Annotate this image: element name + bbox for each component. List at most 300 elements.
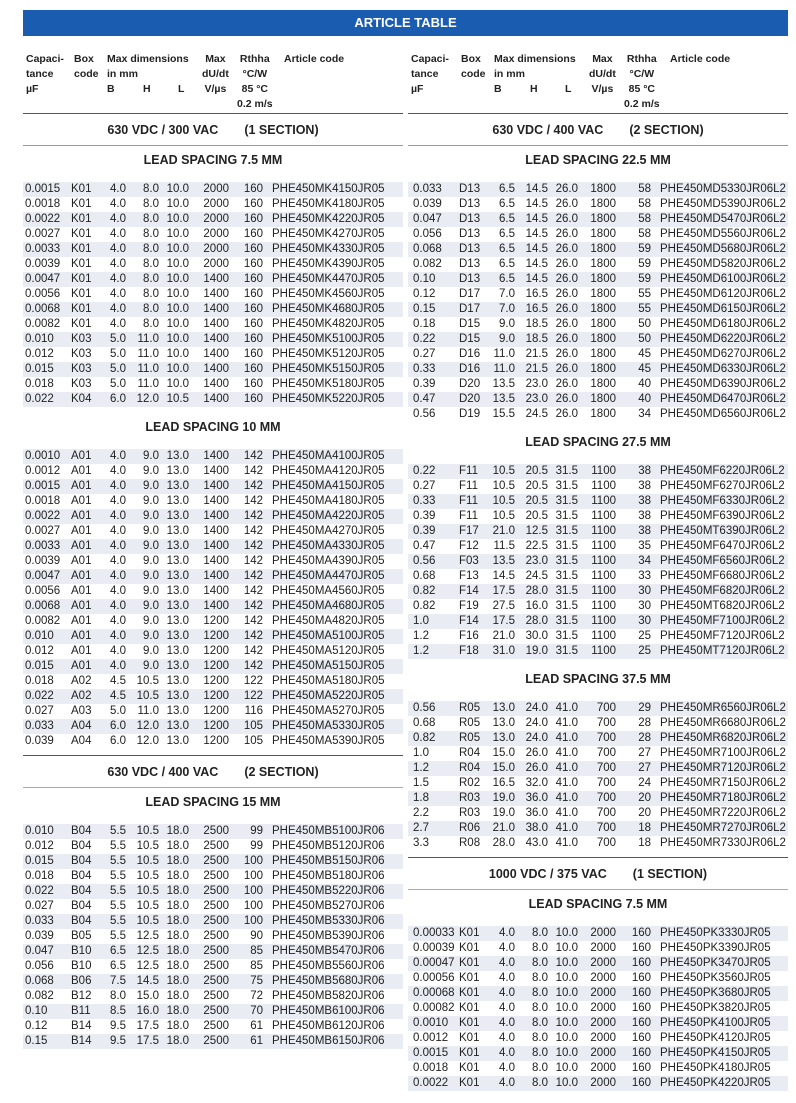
cell-max-dudt: 2500 (203, 855, 229, 867)
cell-article-code: PHE450MD5330JR06L2 (660, 183, 786, 195)
cell-capacitance: 0.056 (25, 960, 54, 972)
cell-dim-b: 15.0 (492, 762, 515, 774)
cell-capacitance: 0.82 (413, 585, 436, 597)
cell-article-code: PHE450MA5150JR05 (272, 660, 385, 672)
cell-dim-b: 9.5 (110, 1035, 126, 1047)
cell-rthha: 160 (243, 243, 263, 255)
table-row (408, 524, 788, 539)
cell-box-code: K03 (71, 348, 92, 360)
table-row (408, 272, 788, 287)
cell-box-code: A04 (71, 735, 92, 747)
cell-dim-h: 10.5 (136, 870, 159, 882)
cell-article-code: PHE450MB5820JR06 (272, 990, 385, 1002)
cell-dim-l: 10.0 (166, 198, 189, 210)
cell-capacitance: 0.047 (413, 213, 442, 225)
cell-box-code: F11 (459, 510, 478, 522)
cell-rthha: 33 (638, 570, 651, 582)
cell-capacitance: 0.0047 (25, 273, 61, 285)
cell-box-code: B10 (71, 945, 92, 957)
cell-rthha: 142 (243, 630, 263, 642)
cell-dim-l: 26.0 (555, 348, 578, 360)
cell-dim-l: 13.0 (166, 495, 189, 507)
cell-dim-h: 12.0 (136, 720, 159, 732)
cell-dim-b: 13.0 (492, 702, 515, 714)
table-row (408, 197, 788, 212)
header-article-code: Article code (670, 53, 731, 65)
table-row (23, 464, 403, 479)
cell-max-dudt: 1800 (590, 213, 616, 225)
lead-spacing-heading: LEAD SPACING 7.5 MM (143, 153, 283, 167)
table-row (408, 806, 788, 821)
cell-dim-h: 11.0 (137, 363, 159, 375)
cell-rthha: 160 (631, 1002, 651, 1014)
cell-rthha: 28 (638, 717, 651, 729)
cell-rthha: 38 (638, 480, 651, 492)
cell-article-code: PHE450MA4220JR05 (272, 510, 385, 522)
cell-dim-h: 12.5 (136, 945, 159, 957)
cell-box-code: B04 (71, 870, 92, 882)
cell-rthha: 160 (631, 927, 651, 939)
cell-dim-h: 16.0 (525, 600, 548, 612)
cell-box-code: A01 (71, 570, 92, 582)
cell-max-dudt: 2500 (203, 960, 229, 972)
cell-rthha: 160 (243, 393, 263, 405)
cell-rthha: 75 (250, 975, 263, 987)
cell-box-code: R05 (459, 702, 481, 714)
cell-dim-h: 8.0 (532, 957, 548, 969)
cell-dim-l: 26.0 (555, 273, 578, 285)
cell-article-code: PHE450MF6270JR06L2 (660, 480, 785, 492)
left-column-content (23, 113, 403, 1049)
cell-dim-l: 10.0 (555, 972, 578, 984)
section-note: (1 SECTION) (244, 123, 319, 137)
lead-spacing-heading: LEAD SPACING 15 MM (145, 795, 281, 809)
cell-max-dudt: 2500 (203, 930, 229, 942)
cell-max-dudt: 2500 (203, 945, 229, 957)
cell-max-dudt: 1400 (203, 495, 229, 507)
table-row (23, 272, 403, 287)
cell-article-code: PHE450MA4470JR05 (272, 570, 385, 582)
cell-article-code: PHE450MT6820JR06L2 (660, 600, 785, 612)
cell-dim-l: 26.0 (555, 393, 578, 405)
cell-box-code: B04 (71, 840, 92, 852)
cell-dim-b: 6.5 (499, 198, 515, 210)
spec-table (408, 701, 788, 851)
cell-max-dudt: 1800 (590, 288, 616, 300)
cell-dim-h: 21.5 (525, 363, 548, 375)
cell-dim-b: 10.5 (492, 480, 515, 492)
cell-dim-b: 4.0 (499, 1047, 515, 1059)
cell-capacitance: 0.0018 (25, 198, 61, 210)
cell-dim-b: 6.0 (110, 720, 126, 732)
cell-dim-b: 4.0 (499, 1017, 515, 1029)
table-row (23, 929, 403, 944)
cell-rthha: 25 (638, 630, 651, 642)
cell-dim-l: 18.0 (166, 1005, 189, 1017)
cell-article-code: PHE450MK5180JR05 (272, 378, 385, 390)
cell-capacitance: 0.0027 (25, 228, 61, 240)
cell-dim-b: 19.0 (492, 792, 515, 804)
cell-rthha: 55 (638, 288, 651, 300)
cell-capacitance: 0.0010 (25, 450, 61, 462)
cell-capacitance: 0.0012 (413, 1032, 449, 1044)
cell-article-code: PHE450MK4330JR05 (272, 243, 385, 255)
cell-dim-h: 11.0 (137, 705, 159, 717)
cell-box-code: D13 (459, 273, 481, 285)
table-row (23, 914, 403, 929)
cell-article-code: PHE450MK4820JR05 (272, 318, 385, 330)
cell-article-code: PHE450MB5270JR06 (272, 900, 385, 912)
cell-box-code: D20 (459, 393, 481, 405)
cell-dim-b: 5.5 (110, 825, 126, 837)
cell-dim-b: 4.0 (110, 273, 126, 285)
table-row (408, 407, 788, 422)
table-row (408, 1001, 788, 1016)
cell-rthha: 142 (243, 450, 263, 462)
cell-dim-b: 15.0 (492, 747, 515, 759)
cell-dim-b: 5.5 (110, 885, 126, 897)
cell-dim-b: 4.0 (499, 1032, 515, 1044)
cell-rthha: 59 (638, 273, 651, 285)
cell-article-code: PHE450MK4560JR05 (272, 288, 385, 300)
cell-dim-h: 8.0 (532, 942, 548, 954)
table-row (23, 854, 403, 869)
header-rthha: Rthha °C/W 85 °C 0.2 m/s (237, 53, 273, 110)
cell-dim-h: 9.0 (143, 540, 159, 552)
cell-box-code: D13 (459, 198, 481, 210)
cell-dim-b: 4.5 (110, 675, 126, 687)
cell-box-code: K01 (459, 957, 480, 969)
cell-box-code: B04 (71, 825, 92, 837)
cell-capacitance: 0.68 (413, 717, 436, 729)
cell-capacitance: 0.27 (413, 480, 436, 492)
lead-spacing-heading: LEAD SPACING 27.5 MM (525, 435, 671, 449)
cell-dim-b: 13.5 (492, 378, 515, 390)
cell-capacitance: 0.047 (25, 945, 54, 957)
cell-rthha: 30 (638, 615, 651, 627)
cell-box-code: R08 (459, 837, 481, 849)
cell-article-code: PHE450PK4100JR05 (660, 1017, 771, 1029)
cell-article-code: PHE450MD6150JR06L2 (660, 303, 786, 315)
cell-dim-l: 18.0 (166, 990, 189, 1002)
cell-article-code: PHE450PK4220JR05 (660, 1077, 771, 1089)
cell-dim-b: 27.5 (492, 600, 515, 612)
cell-max-dudt: 700 (596, 807, 616, 819)
cell-capacitance: 0.039 (25, 735, 54, 747)
cell-article-code: PHE450MB6100JR06 (272, 1005, 385, 1017)
cell-rthha: 142 (243, 465, 263, 477)
cell-capacitance: 0.10 (413, 273, 436, 285)
cell-dim-l: 26.0 (555, 198, 578, 210)
cell-dim-l: 13.0 (166, 735, 189, 747)
cell-max-dudt: 1800 (590, 333, 616, 345)
table-row (408, 821, 788, 836)
cell-dim-l: 18.0 (166, 930, 189, 942)
cell-dim-h: 8.0 (143, 228, 159, 240)
cell-article-code: PHE450MA4180JR05 (272, 495, 385, 507)
cell-dim-l: 10.0 (166, 228, 189, 240)
cell-max-dudt: 1100 (591, 495, 616, 507)
cell-dim-b: 5.5 (110, 900, 126, 912)
table-row (408, 332, 788, 347)
cell-dim-h: 12.0 (136, 735, 159, 747)
cell-article-code: PHE450MR6820JR06L2 (660, 732, 786, 744)
cell-capacitance: 0.0033 (25, 540, 61, 552)
spec-table (408, 464, 788, 659)
cell-rthha: 25 (638, 645, 651, 657)
cell-box-code: D13 (459, 243, 481, 255)
cell-max-dudt: 1200 (203, 735, 229, 747)
table-row (23, 302, 403, 317)
cell-dim-b: 4.0 (110, 450, 126, 462)
cell-article-code: PHE450MB6150JR06 (272, 1035, 385, 1047)
cell-rthha: 70 (250, 1005, 263, 1017)
cell-dim-h: 43.0 (525, 837, 548, 849)
table-row (408, 494, 788, 509)
cell-capacitance: 0.0039 (25, 258, 61, 270)
cell-dim-h: 14.5 (525, 213, 548, 225)
cell-rthha: 142 (243, 540, 263, 552)
table-row (408, 701, 788, 716)
table-row (408, 302, 788, 317)
cell-box-code: R04 (459, 762, 481, 774)
cell-dim-l: 10.0 (166, 243, 189, 255)
cell-box-code: F19 (459, 600, 479, 612)
cell-dim-b: 19.0 (492, 807, 515, 819)
cell-box-code: K01 (71, 198, 92, 210)
cell-article-code: PHE450PK3680JR05 (660, 987, 771, 999)
cell-dim-l: 13.0 (166, 645, 189, 657)
cell-dim-b: 17.5 (492, 615, 515, 627)
cell-rthha: 40 (638, 393, 651, 405)
cell-dim-l: 10.0 (555, 942, 578, 954)
cell-rthha: 40 (638, 378, 651, 390)
cell-box-code: K01 (71, 273, 92, 285)
cell-capacitance: 0.012 (25, 348, 54, 360)
cell-dim-l: 10.0 (555, 957, 578, 969)
cell-article-code: PHE450MA4270JR05 (272, 525, 385, 537)
cell-dim-h: 16.5 (525, 288, 548, 300)
cell-dim-h: 14.5 (525, 258, 548, 270)
table-row (23, 317, 403, 332)
cell-dim-h: 12.5 (136, 930, 159, 942)
cell-max-dudt: 1800 (590, 393, 616, 405)
cell-dim-h: 14.5 (525, 183, 548, 195)
cell-dim-l: 26.0 (555, 243, 578, 255)
cell-dim-h: 11.0 (137, 333, 159, 345)
cell-box-code: B04 (71, 885, 92, 897)
cell-dim-h: 8.0 (143, 183, 159, 195)
cell-max-dudt: 2000 (590, 1017, 616, 1029)
cell-rthha: 142 (243, 615, 263, 627)
cell-dim-l: 10.0 (166, 258, 189, 270)
cell-dim-h: 8.0 (532, 987, 548, 999)
cell-box-code: K01 (459, 1002, 480, 1014)
cell-dim-b: 7.0 (499, 288, 515, 300)
cell-max-dudt: 700 (596, 747, 616, 759)
table-row (23, 824, 403, 839)
table-row (23, 257, 403, 272)
cell-rthha: 85 (250, 960, 263, 972)
cell-capacitance: 0.0068 (25, 600, 61, 612)
table-row (23, 287, 403, 302)
cell-capacitance: 1.0 (413, 615, 429, 627)
cell-dim-l: 13.0 (166, 525, 189, 537)
cell-rthha: 30 (638, 585, 651, 597)
cell-dim-h: 14.5 (525, 228, 548, 240)
cell-box-code: K01 (459, 942, 480, 954)
cell-max-dudt: 2500 (203, 825, 229, 837)
cell-dim-b: 4.0 (110, 288, 126, 300)
table-row (408, 1016, 788, 1031)
cell-capacitance: 0.56 (413, 555, 436, 567)
cell-box-code: D17 (459, 303, 481, 315)
cell-rthha: 34 (638, 408, 651, 420)
cell-max-dudt: 1400 (203, 600, 229, 612)
cell-rthha: 99 (250, 840, 263, 852)
cell-rthha: 160 (243, 258, 263, 270)
cell-capacitance: 0.015 (25, 363, 54, 375)
cell-article-code: PHE450MK5150JR05 (272, 363, 385, 375)
table-row (408, 212, 788, 227)
cell-capacitance: 0.012 (25, 645, 54, 657)
section-voltage: 630 VDC / 400 VAC (107, 765, 219, 779)
cell-dim-l: 18.0 (166, 915, 189, 927)
cell-max-dudt: 2000 (203, 198, 229, 210)
cell-max-dudt: 2000 (203, 243, 229, 255)
cell-dim-l: 31.5 (555, 540, 578, 552)
cell-article-code: PHE450MB5150JR06 (272, 855, 385, 867)
cell-capacitance: 0.0056 (25, 288, 61, 300)
cell-rthha: 24 (638, 777, 651, 789)
cell-max-dudt: 1200 (203, 630, 229, 642)
cell-article-code: PHE450MF7120JR06L2 (660, 630, 785, 642)
cell-rthha: 160 (243, 318, 263, 330)
cell-box-code: F18 (459, 645, 479, 657)
cell-dim-b: 9.0 (499, 333, 515, 345)
table-row (408, 569, 788, 584)
cell-dim-b: 4.0 (110, 480, 126, 492)
cell-max-dudt: 700 (596, 732, 616, 744)
cell-max-dudt: 2000 (590, 1047, 616, 1059)
lead-spacing-heading: LEAD SPACING 7.5 MM (528, 897, 668, 911)
cell-article-code: PHE450MR7330JR06L2 (660, 837, 786, 849)
cell-max-dudt: 2000 (590, 927, 616, 939)
cell-max-dudt: 2500 (203, 1005, 229, 1017)
cell-dim-b: 4.0 (110, 645, 126, 657)
cell-capacitance: 0.00047 (413, 957, 455, 969)
cell-rthha: 34 (638, 555, 651, 567)
cell-box-code: K01 (71, 303, 92, 315)
cell-dim-b: 4.0 (110, 243, 126, 255)
cell-rthha: 160 (243, 378, 263, 390)
table-row (23, 524, 403, 539)
cell-box-code: D19 (459, 408, 481, 420)
cell-capacitance: 0.018 (25, 378, 54, 390)
cell-article-code: PHE450MB5120JR06 (272, 840, 385, 852)
table-row (23, 959, 403, 974)
cell-rthha: 27 (638, 747, 651, 759)
cell-box-code: B06 (71, 975, 92, 987)
table-row (23, 377, 403, 392)
cell-dim-h: 10.5 (136, 915, 159, 927)
cell-dim-b: 4.5 (110, 690, 126, 702)
cell-dim-l: 13.0 (166, 675, 189, 687)
cell-article-code: PHE450MD6470JR06L2 (660, 393, 786, 405)
cell-dim-h: 10.5 (136, 900, 159, 912)
cell-dim-b: 4.0 (110, 258, 126, 270)
cell-dim-l: 10.0 (555, 1047, 578, 1059)
cell-dim-b: 4.0 (110, 570, 126, 582)
cell-rthha: 100 (243, 900, 263, 912)
cell-max-dudt: 1200 (203, 690, 229, 702)
cell-dim-l: 10.5 (166, 393, 189, 405)
cell-article-code: PHE450MT6390JR06L2 (660, 525, 785, 537)
cell-box-code: D17 (459, 288, 481, 300)
table-row (408, 1076, 788, 1091)
cell-article-code: PHE450MB5470JR06 (272, 945, 385, 957)
cell-box-code: B04 (71, 915, 92, 927)
cell-article-code: PHE450MR7150JR06L2 (660, 777, 786, 789)
cell-dim-h: 23.0 (525, 378, 548, 390)
cell-capacitance: 0.0022 (413, 1077, 449, 1089)
cell-article-code: PHE450MK4180JR05 (272, 198, 385, 210)
cell-box-code: F11 (459, 495, 478, 507)
cell-article-code: PHE450MF6820JR06L2 (660, 585, 785, 597)
lead-spacing-heading: LEAD SPACING 22.5 MM (525, 153, 671, 167)
cell-max-dudt: 1400 (203, 318, 229, 330)
cell-max-dudt: 1800 (590, 408, 616, 420)
cell-rthha: 28 (638, 732, 651, 744)
cell-dim-b: 4.0 (110, 303, 126, 315)
cell-dim-b: 5.5 (110, 930, 126, 942)
cell-max-dudt: 1400 (203, 273, 229, 285)
cell-capacitance: 0.010 (25, 630, 54, 642)
cell-capacitance: 0.33 (413, 495, 436, 507)
cell-box-code: K04 (71, 393, 92, 405)
cell-capacitance: 0.27 (413, 348, 436, 360)
cell-rthha: 38 (638, 495, 651, 507)
table-row (408, 629, 788, 644)
cell-article-code: PHE450MD6100JR06L2 (660, 273, 786, 285)
cell-dim-b: 13.5 (492, 393, 515, 405)
cell-max-dudt: 2500 (203, 975, 229, 987)
cell-box-code: K01 (459, 1032, 480, 1044)
cell-dim-h: 23.0 (525, 555, 548, 567)
table-row (408, 257, 788, 272)
cell-capacitance: 0.56 (413, 702, 436, 714)
cell-capacitance: 0.0068 (25, 303, 61, 315)
cell-rthha: 116 (244, 705, 263, 717)
cell-box-code: B11 (71, 1005, 91, 1017)
cell-article-code: PHE450MF6470JR06L2 (660, 540, 785, 552)
cell-dim-h: 10.5 (136, 885, 159, 897)
cell-dim-l: 41.0 (555, 717, 578, 729)
cell-dim-h: 9.0 (143, 600, 159, 612)
cell-box-code: A01 (71, 540, 92, 552)
cell-dim-l: 26.0 (555, 363, 578, 375)
cell-article-code: PHE450MD5390JR06L2 (660, 198, 786, 210)
cell-box-code: R02 (459, 777, 481, 789)
cell-rthha: 50 (638, 333, 651, 345)
cell-dim-h: 14.5 (525, 273, 548, 285)
cell-dim-b: 15.5 (492, 408, 515, 420)
cell-max-dudt: 1800 (590, 273, 616, 285)
cell-dim-l: 13.0 (166, 540, 189, 552)
cell-rthha: 160 (631, 1047, 651, 1059)
cell-dim-l: 41.0 (555, 807, 578, 819)
cell-box-code: A01 (71, 555, 92, 567)
